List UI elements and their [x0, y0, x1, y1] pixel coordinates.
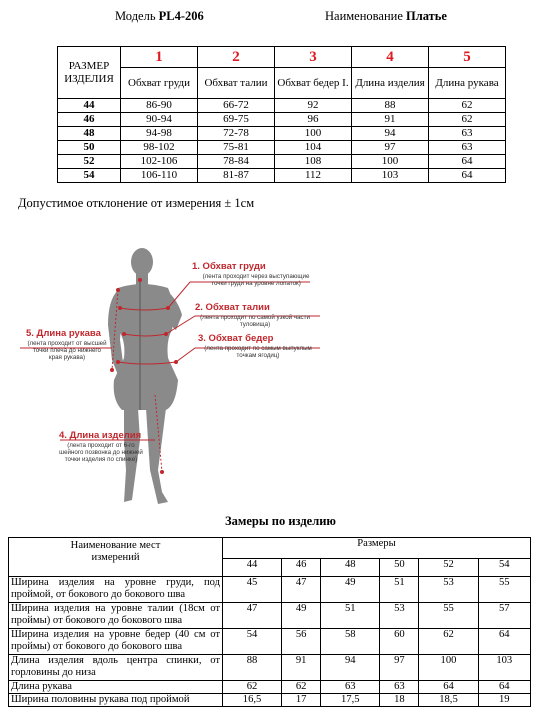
table-cell: 97: [352, 141, 429, 155]
col-number-5: 5: [429, 47, 506, 68]
table-cell: 66-72: [198, 99, 275, 113]
table-cell: 19: [478, 694, 530, 707]
model-value: PL4-206: [158, 9, 204, 23]
row-size: 54: [58, 169, 121, 183]
table-row: [58, 141, 506, 155]
body-figure-illustration: [0, 230, 542, 510]
table-cell: 78-84: [198, 155, 275, 169]
body-silhouette: [108, 248, 182, 504]
measure-name: Ширина половины рукава под проймой: [9, 694, 223, 707]
table-cell: 90-94: [121, 113, 198, 127]
table-cell: 60: [380, 629, 419, 655]
table-cell: 62: [282, 681, 321, 694]
col-number-1: 1: [121, 47, 198, 68]
table-cell: 103: [478, 655, 530, 681]
table-cell: 62: [429, 99, 506, 113]
col-label-5: Длина рукава: [429, 68, 506, 99]
table-cell: 63: [321, 681, 380, 694]
name-label: Наименование: [325, 9, 403, 23]
row-size: 46: [58, 113, 121, 127]
measure-name: Ширина изделия на уровне талии (18см от проймы) от бокового до бокового шва: [9, 603, 223, 629]
measurements-table: [8, 537, 531, 707]
table-cell: 47: [282, 577, 321, 603]
table-row: [9, 681, 531, 694]
table-cell: 17,5: [321, 694, 380, 707]
table-cell: 98-102: [121, 141, 198, 155]
measure-name: Ширина изделия на уровне груди, под проймой, от бокового до бокового шва: [9, 577, 223, 603]
note-hips: (лента проходит по самым выпуклым точкам ягодиц): [204, 345, 312, 359]
sizes-header: Размеры: [223, 538, 531, 559]
table-cell: 91: [282, 655, 321, 681]
size-col-header: 48: [321, 559, 380, 577]
label-waist: 2. Обхват талии: [195, 302, 270, 313]
size-corner-header: РАЗМЕР ИЗДЕЛИЯ: [58, 47, 121, 99]
note-chest: (лента проходит через выступающие точки груди на уровне лопаток): [202, 273, 310, 287]
table-cell: 17: [282, 694, 321, 707]
table-cell: 51: [321, 603, 380, 629]
table-cell: 94-98: [121, 127, 198, 141]
col-label-2: Обхват талии: [198, 68, 275, 99]
label-sleeve: 5. Длина рукава: [26, 328, 101, 339]
note-length: (лента проходит от 6-го шейного позвонка до нижней точки изделия по спинке): [59, 442, 143, 463]
col-label-4: Длина изделия: [352, 68, 429, 99]
table-cell: 97: [380, 655, 419, 681]
table-cell: 64: [429, 169, 506, 183]
row-size: 50: [58, 141, 121, 155]
col-label-3: Обхват бедер I.: [275, 68, 352, 99]
note-waist: (лента проходит по самой узкой части туловища): [200, 314, 310, 328]
table-row: [9, 655, 531, 681]
row-size: 52: [58, 155, 121, 169]
table-cell: 81-87: [198, 169, 275, 183]
table-cell: 51: [380, 577, 419, 603]
table-cell: 57: [478, 603, 530, 629]
model-header: [115, 9, 204, 24]
table-row: [58, 113, 506, 127]
col-label-1: Обхват груди: [121, 68, 198, 99]
table-cell: 63: [429, 141, 506, 155]
measure-name: Ширина изделия на уровне бедер (40 см от проймы) от бокового до бокового шва: [9, 629, 223, 655]
table-cell: 55: [419, 603, 478, 629]
table-cell: 75-81: [198, 141, 275, 155]
table-row: [58, 127, 506, 141]
table-cell: 63: [380, 681, 419, 694]
table-row: [9, 603, 531, 629]
size-col-header: 54: [478, 559, 530, 577]
label-chest: 1. Обхват груди: [192, 261, 266, 272]
table-row: [9, 629, 531, 655]
table-cell: 62: [429, 113, 506, 127]
table-cell: 91: [352, 113, 429, 127]
table-cell: 56: [282, 629, 321, 655]
table-cell: 106-110: [121, 169, 198, 183]
label-hips: 3. Обхват бедер: [198, 333, 274, 344]
table-cell: 62: [223, 681, 282, 694]
size-col-header: 52: [419, 559, 478, 577]
table-cell: 88: [352, 99, 429, 113]
measure-name: Длина изделия вдоль центра спинки, от горловины до низа: [9, 655, 223, 681]
table-cell: 58: [321, 629, 380, 655]
table-cell: 49: [321, 577, 380, 603]
note-sleeve: (лента проходит от высшей точки плеча до нижнего края рукава): [27, 340, 107, 361]
label-length: 4. Длина изделия: [59, 430, 142, 441]
table-cell: 54: [223, 629, 282, 655]
size-col-header: 50: [380, 559, 419, 577]
table-cell: 100: [275, 127, 352, 141]
measure-name-header: Наименование мест измерений: [9, 538, 223, 577]
table-cell: 72-78: [198, 127, 275, 141]
measure-name: Длина рукава: [9, 681, 223, 694]
table-cell: 49: [282, 603, 321, 629]
row-size: 48: [58, 127, 121, 141]
table-row: [58, 99, 506, 113]
measurements-title: Замеры по изделию: [225, 514, 336, 528]
table-cell: 100: [352, 155, 429, 169]
table-cell: 63: [429, 127, 506, 141]
tolerance-note: Допустимое отклонение от измерения ± 1см: [18, 196, 255, 210]
table-cell: 100: [419, 655, 478, 681]
table-cell: 103: [352, 169, 429, 183]
col-number-4: 4: [352, 47, 429, 68]
size-col-header: 44: [223, 559, 282, 577]
table-cell: 18,5: [419, 694, 478, 707]
table-cell: 64: [429, 155, 506, 169]
table-cell: 16,5: [223, 694, 282, 707]
table-cell: 18: [380, 694, 419, 707]
table-row: [58, 169, 506, 183]
name-value: Платье: [406, 9, 447, 23]
size-col-header: 46: [282, 559, 321, 577]
table-cell: 45: [223, 577, 282, 603]
size-table: [57, 46, 506, 183]
table-cell: 108: [275, 155, 352, 169]
table-cell: 94: [321, 655, 380, 681]
table-cell: 94: [352, 127, 429, 141]
table-cell: 64: [478, 629, 530, 655]
col-number-3: 3: [275, 47, 352, 68]
table-cell: 53: [380, 603, 419, 629]
table-cell: 86-90: [121, 99, 198, 113]
table-cell: 62: [419, 629, 478, 655]
table-cell: 88: [223, 655, 282, 681]
model-label: Модель: [115, 9, 156, 23]
table-cell: 92: [275, 99, 352, 113]
table-cell: 102-106: [121, 155, 198, 169]
table-cell: 112: [275, 169, 352, 183]
table-cell: 64: [419, 681, 478, 694]
table-cell: 55: [478, 577, 530, 603]
col-number-2: 2: [198, 47, 275, 68]
table-cell: 96: [275, 113, 352, 127]
table-row: [9, 694, 531, 707]
table-cell: 64: [478, 681, 530, 694]
table-cell: 53: [419, 577, 478, 603]
row-size: 44: [58, 99, 121, 113]
table-cell: 69-75: [198, 113, 275, 127]
table-row: [58, 155, 506, 169]
table-cell: 104: [275, 141, 352, 155]
table-row: [9, 577, 531, 603]
table-cell: 47: [223, 603, 282, 629]
product-name-header: [325, 9, 447, 24]
